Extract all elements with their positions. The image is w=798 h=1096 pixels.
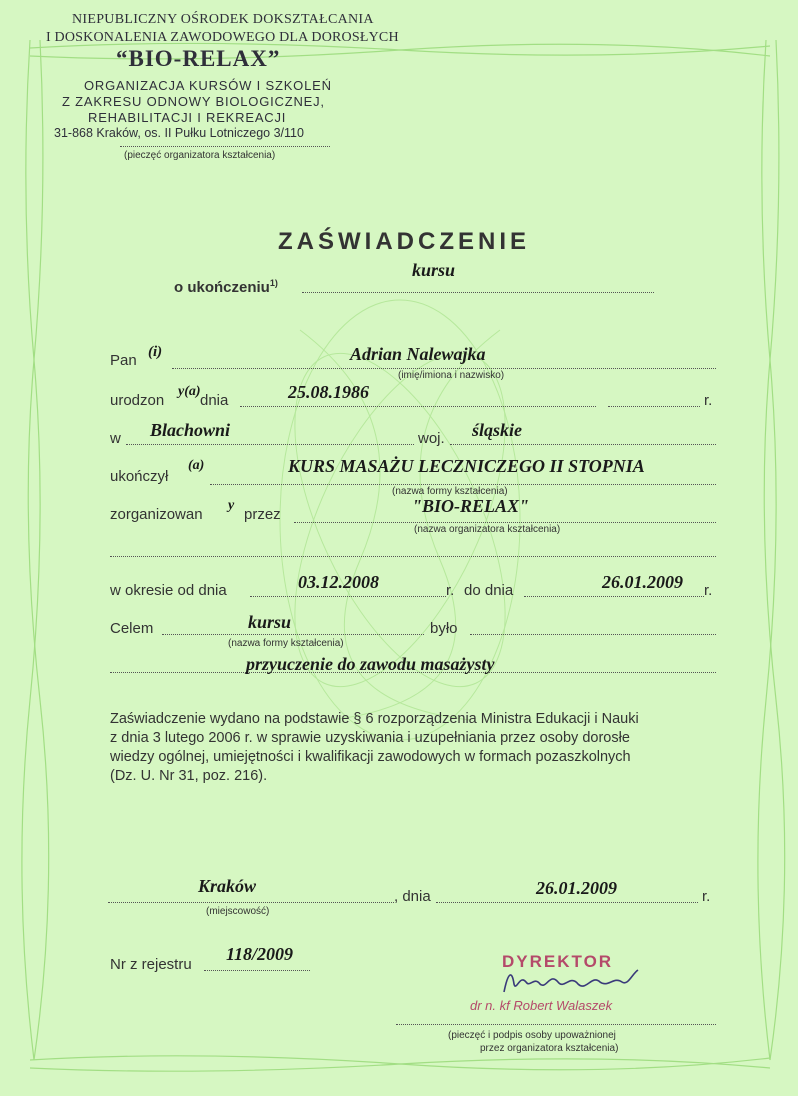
organized-label-a: zorganizowan [110,506,203,523]
completed-suffix: (a) [188,458,205,473]
goal-bylo-dots [470,634,716,635]
goal-purpose: przyuczenie do zawodu masażysty [246,654,495,674]
director-name: dr n. kf Robert Walaszek [470,998,613,1013]
issue-city: Kraków [198,876,257,896]
issue-date: 26.01.2009 [536,878,617,898]
period-from-dots [250,596,446,597]
period-r1: r. [446,582,455,599]
goal-caption: (nazwa formy kształcenia) [228,638,344,649]
pan-suffix: (i) [148,344,163,360]
birth-suffix: y(a) [178,384,201,399]
stamp-underline [120,146,330,147]
birth-label-a: urodzon [110,392,165,409]
stamp-caption: (pieczęć organizatora kształcenia) [124,150,276,161]
birth-end: r. [704,392,713,409]
stamp-line-4: Z ZAKRESU ODNOWY BIOLOGICZNEJ, [62,94,325,109]
pan-value: Adrian Nalewajka [350,344,486,364]
stamp-line-3: ORGANIZACJA KURSÓW I SZKOLEŃ [84,78,332,93]
stamp-line-5: REHABILITACJI I REKREACJI [88,110,287,125]
period-label-from: w okresie od dnia [110,582,227,599]
signature [498,962,648,1002]
director-caption-2: przez organizatora kształcenia) [480,1043,619,1054]
woj-dots [450,444,716,445]
director-dots [396,1024,716,1025]
birth-dots-2 [608,406,700,407]
woj-label: woj. [418,430,445,447]
pan-dots [172,368,716,369]
place-dots [126,444,414,445]
legal-line-1: Zaświadczenie wydano na podstawie § 6 rozporządzenia Ministra Edukacji i Nauki [110,711,639,727]
birth-dots-1 [240,406,596,407]
period-r2: r. [704,582,713,599]
register-dots [204,970,310,971]
goal-label: Celem [110,620,154,637]
completed-dots [210,484,716,485]
period-label-to: do dnia [464,582,514,599]
issue-end: r. [702,888,711,905]
stamp-line-2: I DOSKONALENIA ZAWODOWEGO DLA DOROSŁYCH [46,30,399,45]
register-label: Nr z rejestru [110,956,192,973]
organized-dots-2 [110,556,716,557]
legal-line-4: (Dz. U. Nr 31, poz. 216). [110,768,268,784]
subtitle-dots [302,292,654,293]
legal-line-2: z dnia 3 lutego 2006 r. w sprawie uzyskiwania i uzupełniania przez osoby dorosłe [110,730,630,746]
period-to: 26.01.2009 [602,572,683,592]
director-title: DYREKTOR [502,952,614,971]
issue-dnia: , dnia [394,888,431,905]
subtitle-label [174,278,278,296]
completed-caption: (nazwa formy kształcenia) [392,486,508,497]
register-value: 118/2009 [226,944,294,964]
document-title: ZAŚWIADCZENIE [278,228,530,255]
organized-label-b: przez [244,506,281,523]
completed-value: KURS MASAŻU LECZNICZEGO II STOPNIA [288,456,645,476]
subtitle-value: kursu [412,260,456,280]
issue-city-caption: (miejscowość) [206,906,270,917]
goal-value: kursu [248,612,292,632]
director-caption-1: (pieczęć i podpis osoby upoważnionej [448,1030,616,1041]
birth-value: 25.08.1986 [288,382,369,402]
issue-date-dots [436,902,698,903]
place-value: Blachowni [150,420,231,440]
stamp-name: “BIO-RELAX” [116,46,281,71]
organized-caption: (nazwa organizatora kształcenia) [414,524,561,535]
goal-bylo: było [430,620,458,637]
legal-line-3: wiedzy ogólnej, umiejętności i kwalifikacji zawodowych w formach pozaszkolnych [110,749,631,765]
birth-label-b: dnia [200,392,229,409]
goal-dots [162,634,424,635]
stamp-line-6: 31-868 Kraków, os. II Pułku Lotniczego 3/110 [54,126,304,140]
stamp-line-1: NIEPUBLICZNY OŚRODEK DOKSZTAŁCANIA [72,12,374,27]
pan-caption: (imię/imiona i nazwisko) [398,370,505,381]
issue-city-dots [108,902,394,903]
pan-label: Pan [110,352,137,369]
subtitle-footnote: 1) [269,278,278,288]
completed-label: ukończył [110,468,169,485]
subtitle-label-text: o ukończeniu [174,279,270,296]
organized-dots [294,522,716,523]
place-label: w [110,430,121,447]
woj-value: śląskie [472,420,523,440]
period-from: 03.12.2008 [298,572,379,592]
organized-value: "BIO-RELAX" [412,496,530,516]
organized-suffix: y [228,498,235,513]
period-to-dots [524,596,704,597]
